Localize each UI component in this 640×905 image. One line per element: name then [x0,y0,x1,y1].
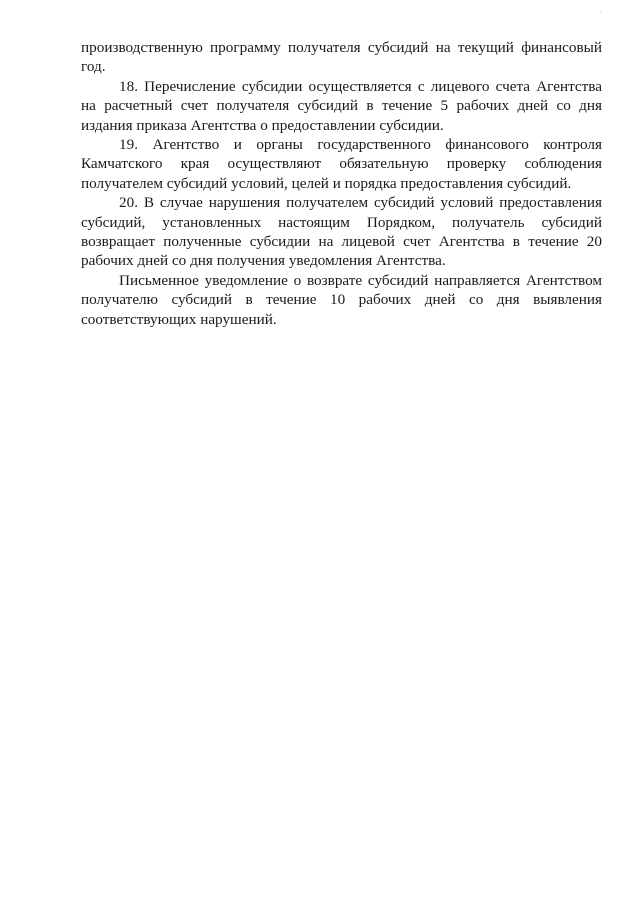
paragraph-continuation: производственную программу получателя субсидий на текущий финансовый год. [81,39,602,76]
paragraph-notice: Письменное уведомление о возврате субсидий направляется Агентством получателю субсидий в течение 10 рабочих дней со дня выявления соответствующих нарушений. [81,271,602,328]
document-body [81,38,602,329]
page-corner-mark: · [599,8,602,16]
paragraph-18: 18. Перечисление субсидии осуществляется с лицевого счета Агентства на расчетный счет получателя субсидий в течение 5 рабочих дней со дня издания приказа Агентства о предоставлении субсидии. [81,77,602,134]
paragraph-19: 19. Агентство и органы государственного финансового контроля Камчатского края осуществляют обязательную проверку соблюдения получателем субсидий условий, целей и порядка предоставления субсидий. [81,136,602,192]
paragraph-20: 20. В случае нарушения получателем субсидий условий предоставления субсидий, установленных настоящим Порядком, получатель субсидий возвращает полученные субсидии на лицевой счет Агентства в течение 20 рабочих дней со дня получения уведомления Агентства. [81,194,602,270]
